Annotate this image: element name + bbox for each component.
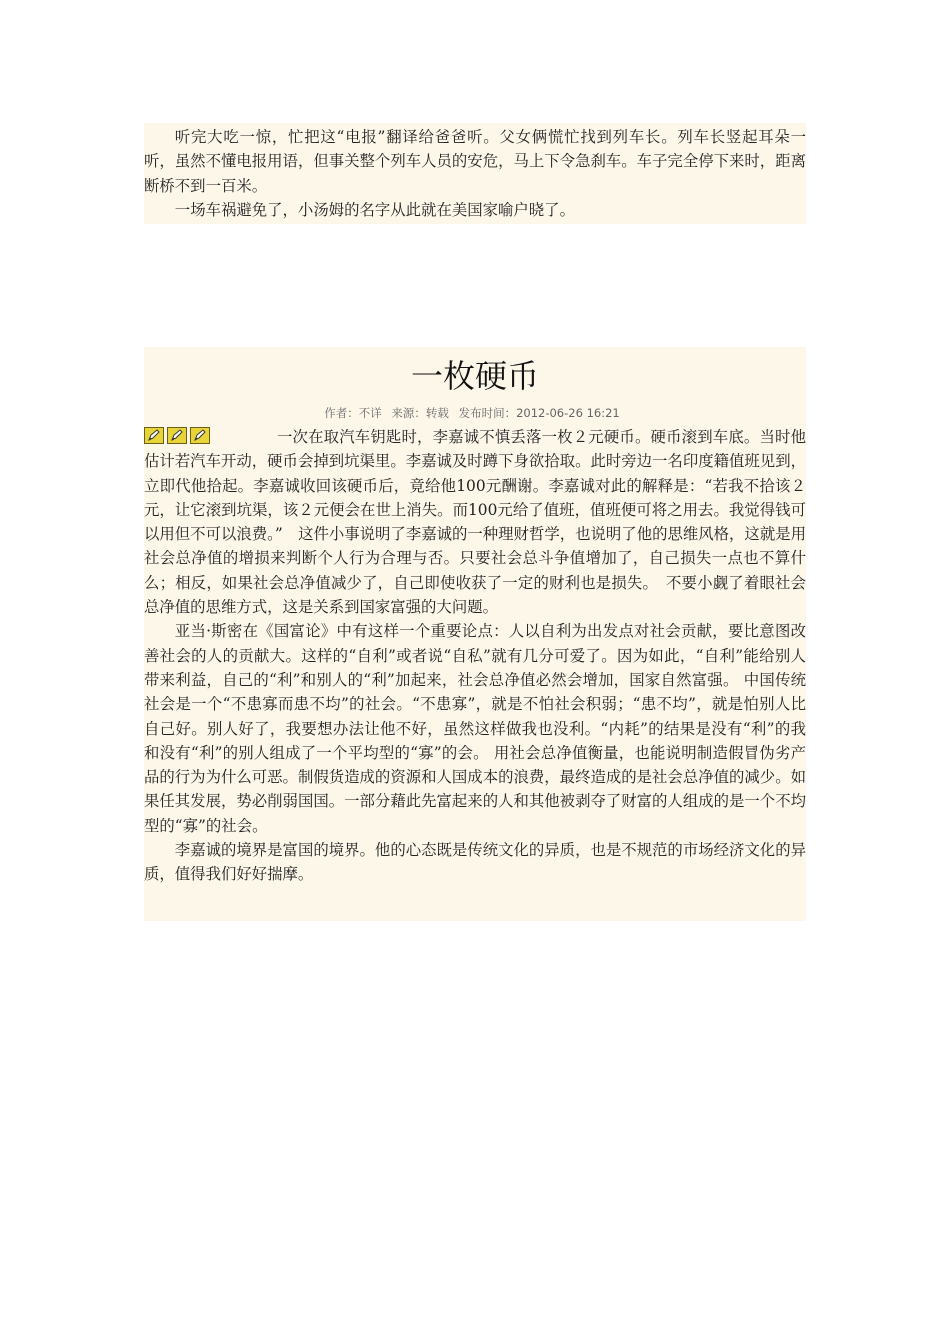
article-paragraph-3: 李嘉诚的境界是富国的境界。他的心态既是传统文化的异质，也是不规范的市场经济文化的异质，值得我们好好揣摩。 (144, 841, 806, 884)
pencil-icon (167, 427, 187, 444)
article-title: 一枚硬币 (410, 357, 539, 395)
meta-source: 来源：转载 (391, 406, 449, 420)
rating-icons (144, 427, 210, 444)
pencil-icon (190, 427, 210, 444)
article-paragraph-2: 亚当·斯密在《国富论》中有这样一个重要论点：人以自利为出发点对社会贡献，要比意图改善社会的人的贡献大。这样的“自利”或者说“自私”就有几分可爱了。因为如此，“自利”能给别人带来利益，自己的“利”和别人的“利”加起来，社会总净值必然会增加，国家自然富强。 中国传统社会是一个“不患寡而患不均”的社会。“不患寡”，就是不怕社会积弱；“患不均”，就是怕别人比自己好。别人好了，我要想办法让他不好，虽然这样做我也没利。“内耗”的结果是没有“利”的我和没有“利”的别人组成了一个平均型的“寡”的会。 用社会总净值衡量，也能说明制造假冒伪劣产品的行为为什么可恶。制假货造成的资源和人国成本的浪费，最终造成的是社会总净值的减少。如果任其发展，势必削弱国国。一部分藉此先富起来的人和其他被剥夺了财富的人组成的是一个不均型的“寡”的社会。 (144, 622, 806, 835)
meta-published: 发布时间：2012-06-26 16:21 (458, 406, 620, 420)
excerpt-paragraph-1: 听完大吃一惊，忙把这“电报”翻译给爸爸听。父女俩慌忙找到列车长。列车长竖起耳朵一听，虽然不懂电报用语，但事关整个列车人员的安危，马上下令急刹车。车子完全停下来时，距离断桥不到一百米。 (144, 128, 806, 195)
article-paragraph-1 (144, 425, 806, 619)
previous-article-excerpt (144, 123, 806, 224)
article-paragraph-1-text: 一次在取汽车钥匙时，李嘉诚不慎丢落一枚２元硬币。硬币滚到车底。当时他估计若汽车开动，硬币会掉到坑渠里。李嘉诚及时蹲下身欲拾取。此时旁边一名印度籍值班见到，立即代他拾起。李嘉诚收回该硬币后，竟给他100元酬谢。李嘉诚对此的解释是：“若我不拾该２元，让它滚到坑渠，该２元便会在世上消失。而100元给了值班，值班便可将之用去。我觉得钱可以用但不可以浪费。” 这件小事说明了李嘉诚的一种理财哲学，也说明了他的思维风格，这就是用社会总净值的增损来判断个人行为合理与否。只要社会总斗争值增加了，自己损失一点也不算什么；相反，如果社会总净值减少了，自己即使收获了一定的财利也是损失。 不要小觑了着眼社会总净值的思维方式，这是关系到国家富强的大问题。 (144, 428, 806, 617)
meta-author: 作者：不详 (324, 406, 382, 420)
article-meta (144, 405, 806, 425)
pencil-icon (144, 427, 164, 444)
article (144, 347, 806, 921)
excerpt-paragraph-2: 一场车祸避免了，小汤姆的名字从此就在美国家喻户晓了。 (174, 200, 575, 219)
